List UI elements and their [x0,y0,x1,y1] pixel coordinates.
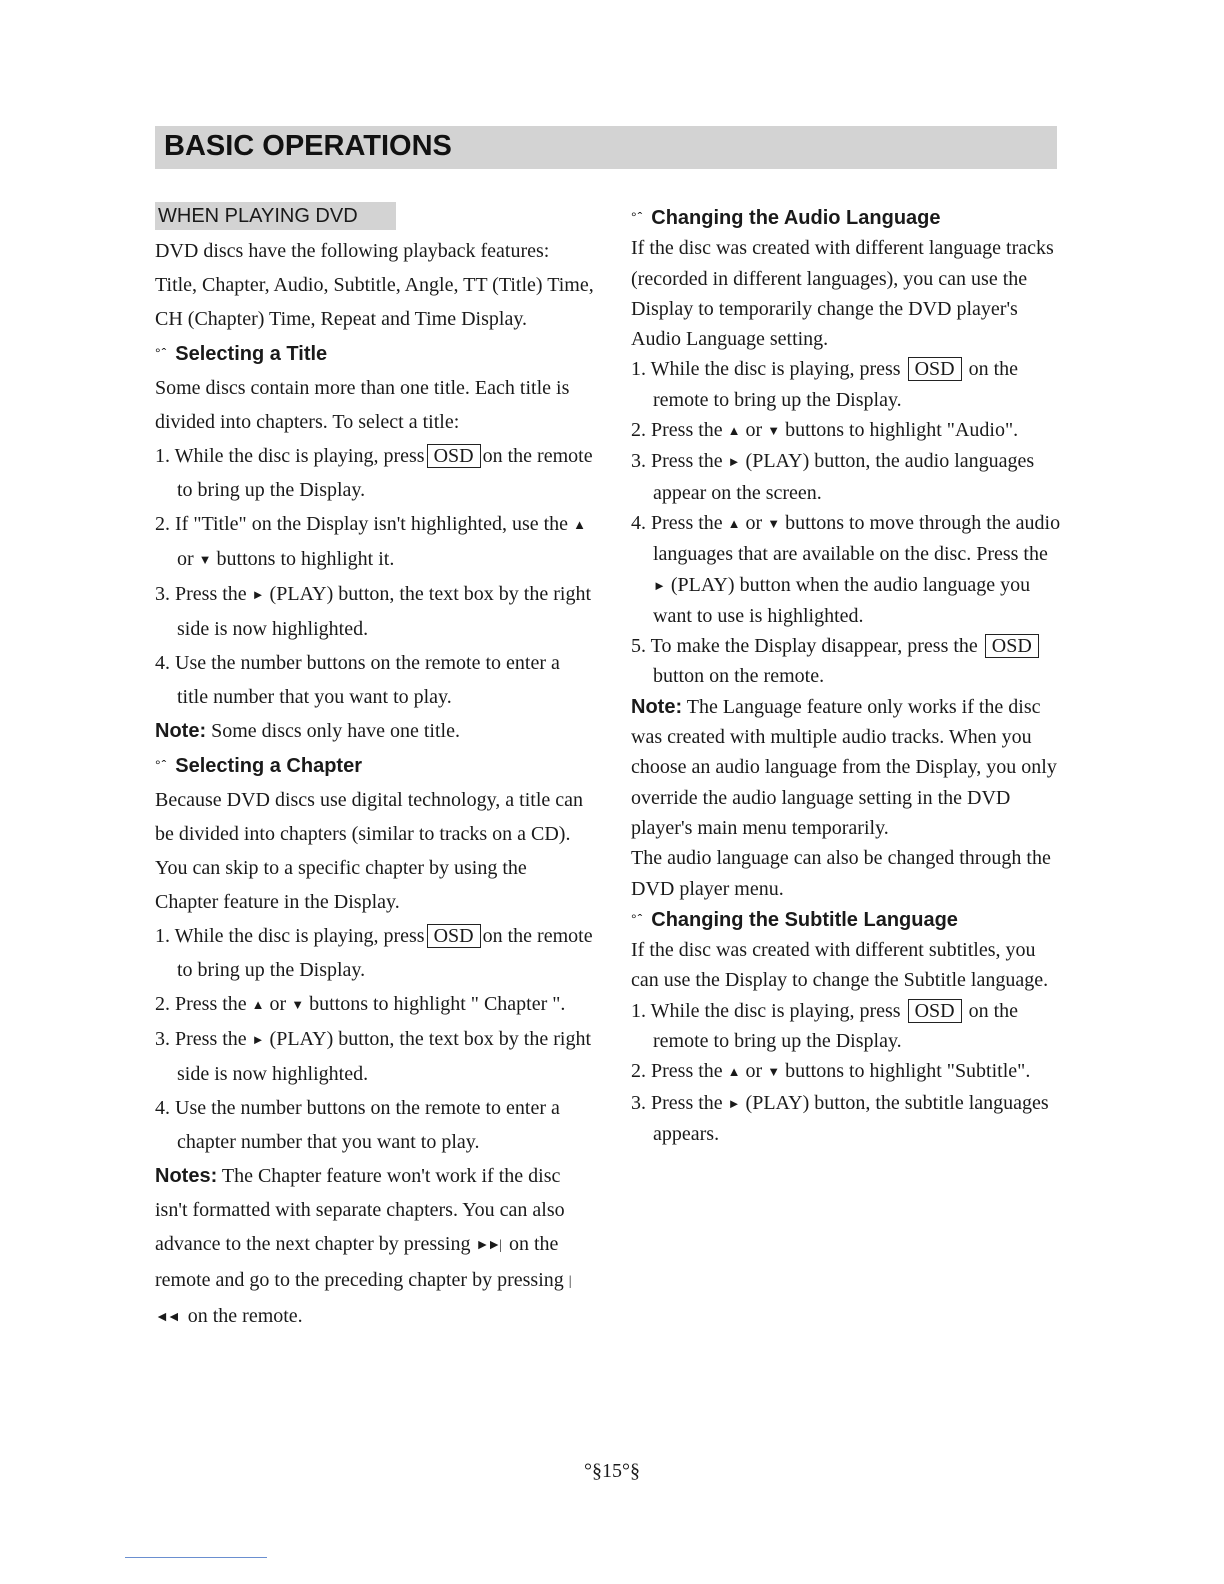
play-icon: ► [727,1095,741,1111]
down-arrow-icon: ▼ [198,552,212,567]
subtitle-language-heading: °ˆ Changing the Subtitle Language [631,908,958,931]
osd-key: OSD [908,999,962,1023]
footer-divider [125,1557,267,1558]
down-arrow-icon: ▼ [767,423,781,439]
section-header-bar [155,126,1057,169]
audio-step-5: 5. To make the Display disappear, press the OSD button on the remote. [631,631,1061,692]
down-arrow-icon: ▼ [767,1064,781,1080]
chapter-notes: Notes: The Chapter feature won't work if the disc isn't formatted with separate chapters. You can also advance to the next chapter by pressing ►►| on the remote and go to the preceding chapter by pressing |◄◄ on the remote. [155,1165,570,1327]
audio-step-3: 3. Press the ► (PLAY) button, the audio languages appear on the screen. [631,450,1035,504]
title-step-4: 4. Use the number buttons on the remote to enter a title number that you want to play. [155,652,560,708]
down-arrow-icon: ▼ [767,515,781,531]
right-column [631,202,1061,1149]
heading-bullet-icon: °ˆ [631,910,644,927]
subtitle-step-2: 2. Press the ▲ or ▼ buttons to highlight "Subtitle". [631,1060,1031,1083]
play-icon: ► [727,454,741,470]
osd-key: OSD [908,357,962,381]
up-arrow-icon: ▲ [727,515,741,531]
chapter-intro: Because DVD discs use digital technology, a title can be divided into chapters (similar to tracks on a CD). You can skip to a specific chapter by using the Chapter feature in the Display. [155,789,584,913]
up-arrow-icon: ▲ [727,1064,741,1080]
page-title: BASIC OPERATIONS [164,130,452,162]
osd-key: OSD [427,444,481,468]
play-icon: ► [251,1032,265,1047]
subtitle-step-3: 3. Press the ► (PLAY) button, the subtitle languages appears. [631,1091,1049,1145]
up-arrow-icon: ▲ [727,423,741,439]
next-chapter-icon: ►►| [475,1238,500,1253]
chapter-step-4: 4. Use the number buttons on the remote to enter a chapter number that you want to play. [155,1097,560,1153]
audio-extra: The audio language can also be changed through the DVD player menu. [631,847,1051,900]
left-column [155,202,595,1335]
audio-language-heading: °ˆ Changing the Audio Language [631,207,941,229]
selecting-title-heading: °ˆ Selecting a Title [155,343,328,365]
title-note: Note: Some discs only have one title. [155,720,460,742]
audio-step-2: 2. Press the ▲ or ▼ buttons to highlight "Audio". [631,419,1019,442]
play-icon: ► [251,587,265,602]
chapter-step-3: 3. Press the ► (PLAY) button, the text box by the right side is now highlighted. [155,1028,592,1085]
audio-step-1: 1. While the disc is playing, press OSD on the remote to bring up the Display. [631,358,1019,411]
chapter-step-1: 1. While the disc is playing, press OSD on the remote to bring up the Display. [155,925,593,981]
previous-chapter-icon: |◄◄ [155,1274,570,1325]
title-step-2: 2. If "Title" on the Display isn't highlighted, use the ▲ or ▼ buttons to highlight it. [155,513,586,570]
play-icon: ► [653,577,666,593]
subtitle-step-1: 1. While the disc is playing, press OSD on the remote to bring up the Display. [631,999,1019,1053]
section-badge: WHEN PLAYING DVD [155,202,396,230]
audio-step-4: 4. Press the ▲ or ▼ buttons to move through the audio languages that are available on the disc. Press the ► (PLAY) button when the audio language you want to use is highlighted. [631,511,1061,627]
up-arrow-icon: ▲ [251,997,265,1012]
subtitle-intro: If the disc was created with different subtitles, you can use the Display to change the Subtitle language. [631,939,1049,992]
heading-bullet-icon: °ˆ [155,757,168,773]
heading-bullet-icon: °ˆ [155,345,168,361]
audio-intro: If the disc was created with different language tracks (recorded in different languages), you can use the Display to temporarily change the DVD player's Audio Language setting. [631,237,1054,351]
title-intro: Some discs contain more than one title. Each title is divided into chapters. To select a title: [155,377,570,433]
page-number: °§15°§ [584,1460,640,1482]
audio-note: Note: The Language feature only works if the disc was created with multiple audio tracks. When you choose an audio language from the Display, you only override the audio language setting in the DVD player's main menu temporarily. [631,695,1057,839]
up-arrow-icon: ▲ [573,517,586,532]
chapter-step-2: 2. Press the ▲ or ▼ buttons to highlight " Chapter ". [155,993,566,1015]
title-step-1: 1. While the disc is playing, press OSD on the remote to bring up the Display. [155,445,593,501]
osd-key: OSD [427,924,481,948]
intro-paragraph: DVD discs have the following playback features: Title, Chapter, Audio, Subtitle, Angle, TT (Title) Time, CH (Chapter) Time, Repeat and Time Display. [155,240,594,330]
selecting-chapter-heading: °ˆ Selecting a Chapter [155,755,362,777]
title-step-3: 3. Press the ► (PLAY) button, the text box by the right side is now highlighted. [155,583,592,640]
down-arrow-icon: ▼ [291,997,305,1012]
osd-key: OSD [985,634,1039,658]
heading-bullet-icon: °ˆ [631,209,644,225]
